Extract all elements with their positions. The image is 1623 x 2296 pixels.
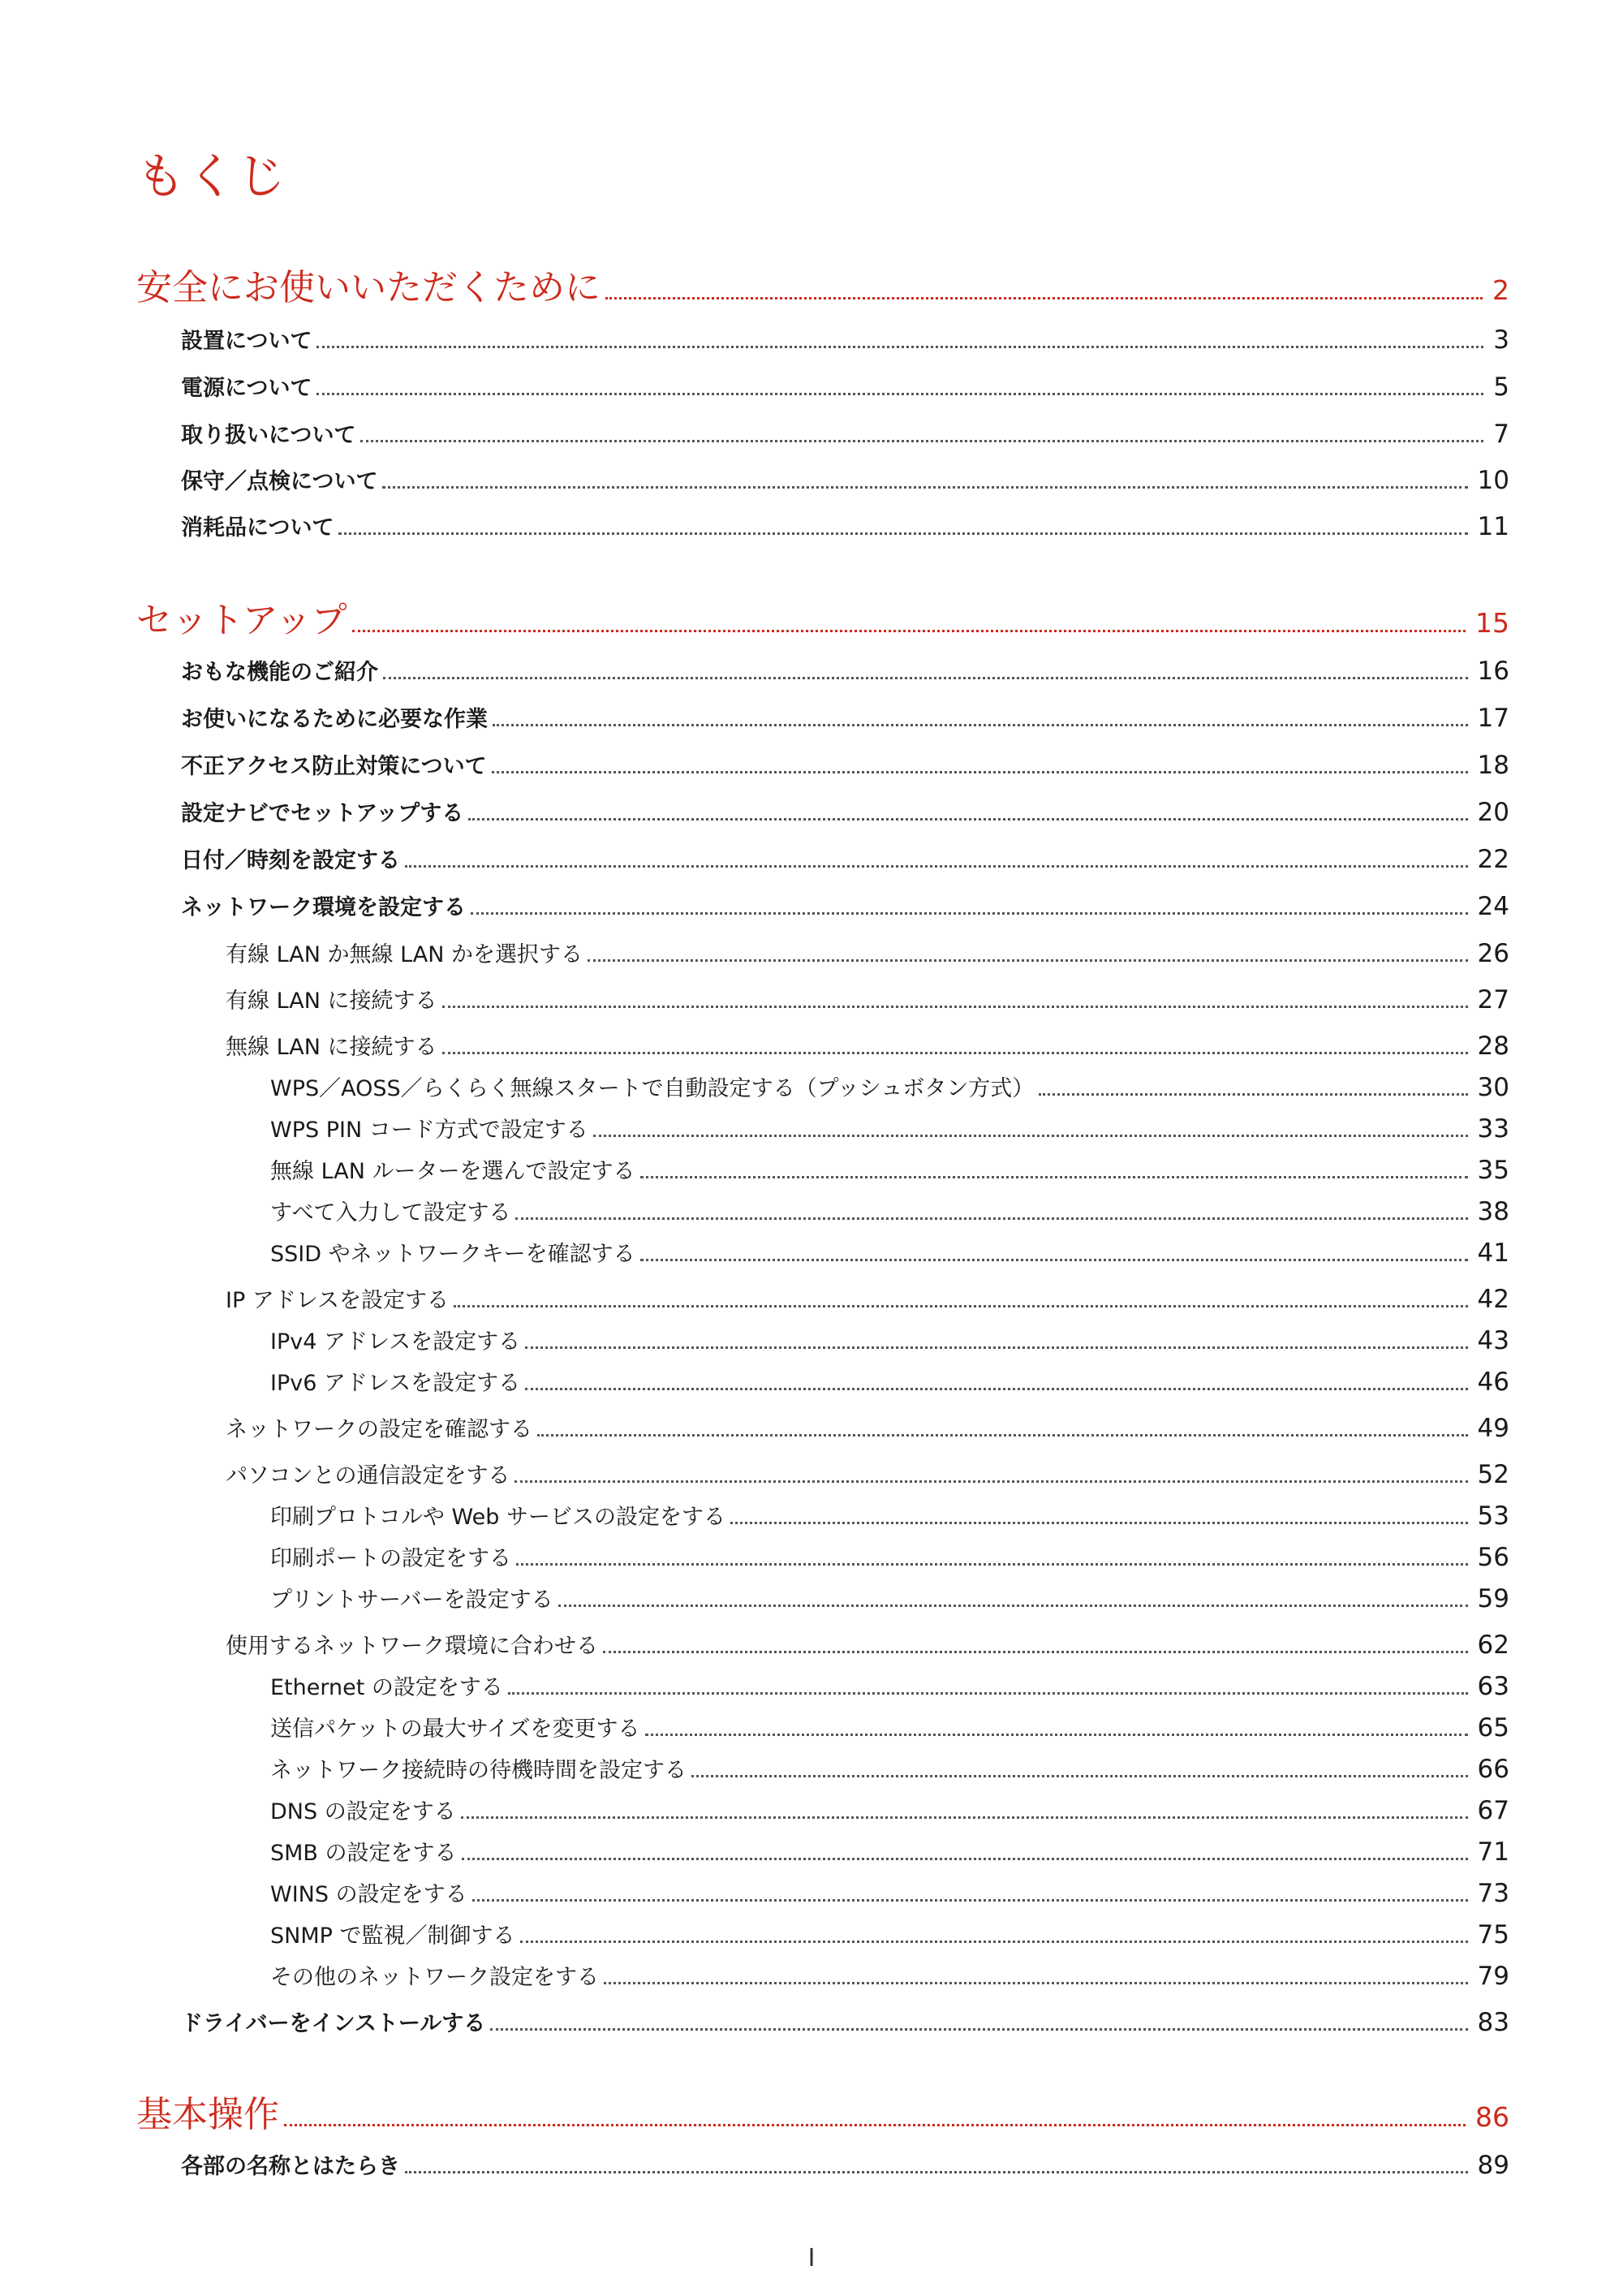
toc-entry-label: DNS の設定をする: [270, 1799, 456, 1824]
leader-dots: [537, 1434, 1468, 1437]
toc-entry-page: 49: [1477, 1414, 1509, 1443]
toc-entry[interactable]: [270, 1195, 1509, 1226]
leader-dots: [525, 1388, 1467, 1390]
toc-entry-page: 63: [1477, 1672, 1509, 1701]
toc-entry-label: ネットワーク接続時の待機時間を設定する: [270, 1758, 687, 1783]
toc-entry[interactable]: [270, 1365, 1509, 1397]
toc-entry-page: 17: [1477, 704, 1509, 733]
leader-dots: [593, 1135, 1468, 1137]
toc-entry-label: WINS の設定をする: [270, 1882, 467, 1907]
toc-entry[interactable]: [181, 654, 1509, 686]
toc-entry[interactable]: [181, 323, 1509, 355]
leader-dots: [515, 1217, 1467, 1220]
toc-entry[interactable]: [181, 510, 1509, 541]
leader-dots: [508, 1692, 1468, 1695]
leader-dots: [514, 1480, 1467, 1483]
leader-dots: [383, 677, 1468, 679]
toc-entry[interactable]: [181, 370, 1509, 402]
leader-dots: [603, 1651, 1468, 1653]
leader-dots: [730, 1522, 1468, 1524]
leader-dots: [516, 1563, 1468, 1566]
toc-entry-page: 27: [1477, 985, 1509, 1014]
toc-entry-label: セットアップ: [136, 600, 347, 641]
toc-entry[interactable]: [181, 890, 1509, 921]
toc-entry-label: 無線 LAN ルーターを選んで設定する: [270, 1159, 635, 1184]
toc-entry-page: 30: [1477, 1073, 1509, 1102]
toc-entry[interactable]: [226, 1282, 1509, 1314]
leader-dots: [525, 1346, 1467, 1349]
toc-entry-label: 安全にお使いいただくために: [136, 267, 601, 308]
toc-entry-label: 保守／点検について: [181, 469, 378, 494]
toc-entry-page: 35: [1477, 1156, 1509, 1185]
toc-entry[interactable]: [226, 1628, 1509, 1660]
toc-entry[interactable]: [270, 1711, 1509, 1742]
toc-entry-label: 送信パケットの最大サイズを変更する: [270, 1717, 640, 1742]
leader-dots: [405, 2171, 1468, 2173]
toc-entry[interactable]: [270, 1794, 1509, 1825]
toc-entry-page: 3: [1493, 325, 1509, 355]
toc-entry[interactable]: [270, 1499, 1509, 1531]
toc-entry-page: 59: [1477, 1584, 1509, 1613]
toc-entry[interactable]: [181, 463, 1509, 495]
leader-dots: [471, 912, 1468, 915]
leader-dots: [691, 1775, 1468, 1777]
toc-entry-page: 18: [1477, 751, 1509, 780]
leader-dots: [588, 959, 1468, 962]
toc-entry-label: ネットワークの設定を確認する: [226, 1417, 532, 1442]
toc-entry[interactable]: [226, 983, 1509, 1014]
toc-entry-label: 設置について: [181, 329, 312, 354]
leader-dots: [1039, 1093, 1467, 1096]
toc-entry-label: SSID やネットワークキーを確認する: [270, 1242, 635, 1267]
toc-entry-page: 22: [1477, 845, 1509, 874]
toc-entry-label: WPS／AOSS／らくらく無線スタートで自動設定する（プッシュボタン方式）: [270, 1076, 1035, 1101]
toc-entry-label: 使用するネットワーク環境に合わせる: [226, 1634, 598, 1659]
page-title: もくじ: [136, 149, 287, 205]
toc-entry[interactable]: [270, 1236, 1509, 1268]
leader-dots: [492, 771, 1468, 773]
leader-dots: [461, 1816, 1468, 1819]
toc-entry-label: 有線 LAN か無線 LAN かを選択する: [226, 942, 583, 967]
toc-entry-label: ネットワーク環境を設定する: [181, 895, 466, 920]
leader-dots: [284, 2124, 1466, 2126]
toc-chapter-entry[interactable]: [136, 2085, 1509, 2137]
toc-entry-label: SNMP で監視／制御する: [270, 1923, 515, 1949]
toc-entry[interactable]: [270, 1918, 1509, 1949]
toc-entry-page: 33: [1477, 1114, 1509, 1144]
leader-dots: [405, 865, 1468, 868]
toc-entry-label: 設定ナビでセットアップする: [181, 801, 464, 826]
toc-entry-page: 28: [1477, 1032, 1509, 1061]
toc-entry-label: Ethernet の設定をする: [270, 1675, 503, 1700]
toc-entry-page: 7: [1493, 420, 1509, 449]
toc-entry-page: 43: [1477, 1326, 1509, 1355]
page-number: I: [807, 2244, 816, 2272]
toc-entry-page: 15: [1475, 607, 1509, 639]
toc-entry-label: その他のネットワーク設定をする: [270, 1965, 599, 1990]
toc-entry-label: WPS PIN コード方式で設定する: [270, 1118, 588, 1143]
toc-entry-page: 46: [1477, 1368, 1509, 1397]
toc-entry[interactable]: [270, 1959, 1509, 1991]
toc-entry-label: 不正アクセス防止対策について: [181, 754, 487, 779]
toc-entry-label: 無線 LAN に接続する: [226, 1035, 437, 1060]
toc-entry-page: 24: [1477, 892, 1509, 921]
leader-dots: [558, 1605, 1468, 1607]
toc-entry[interactable]: [270, 1324, 1509, 1355]
toc-entry-page: 2: [1492, 274, 1509, 306]
leader-dots: [640, 1176, 1468, 1178]
toc-entry-label: 各部の名称とはたらき: [181, 2154, 400, 2179]
toc-entry-label: お使いになるために必要な作業: [181, 707, 488, 732]
toc-entry-label: SMB の設定をする: [270, 1841, 457, 1866]
leader-dots: [338, 532, 1467, 535]
toc-entry[interactable]: [270, 1070, 1509, 1102]
toc-entry-label: プリントサーバーを設定する: [270, 1587, 553, 1613]
toc-entry[interactable]: [270, 1835, 1509, 1867]
leader-dots: [490, 2028, 1467, 2031]
leader-dots: [604, 1982, 1468, 1984]
toc-entry[interactable]: [270, 1582, 1509, 1613]
toc-entry[interactable]: [181, 2005, 1509, 2037]
toc-entry[interactable]: [270, 1153, 1509, 1185]
toc-entry[interactable]: [181, 748, 1509, 780]
toc-entry-page: 75: [1477, 1920, 1509, 1949]
toc-entry[interactable]: [181, 701, 1509, 733]
toc-entry[interactable]: [226, 937, 1509, 968]
leader-dots: [360, 440, 1483, 442]
toc-entry-label: 取り扱いについて: [181, 423, 356, 448]
toc-entry-page: 73: [1477, 1879, 1509, 1908]
toc-entry-label: パソコンとの通信設定をする: [226, 1463, 510, 1488]
toc-entry[interactable]: [270, 1669, 1509, 1701]
toc-entry-label: 印刷プロトコルや Web サービスの設定をする: [270, 1505, 725, 1530]
toc-entry-page: 42: [1477, 1285, 1509, 1314]
toc-entry-page: 62: [1477, 1630, 1509, 1660]
toc-entry-label: 基本操作: [136, 2094, 279, 2135]
toc-entry[interactable]: [270, 1876, 1509, 1908]
toc-entry-page: 56: [1477, 1543, 1509, 1572]
leader-dots: [352, 630, 1466, 632]
toc-entry-page: 89: [1477, 2151, 1509, 2180]
toc-chapter-entry[interactable]: [136, 591, 1509, 643]
toc-entry-page: 10: [1477, 466, 1509, 495]
toc-entry-page: 26: [1477, 939, 1509, 968]
toc-entry-page: 86: [1475, 2101, 1509, 2133]
leader-dots: [468, 818, 1467, 821]
toc-entry-page: 67: [1477, 1796, 1509, 1825]
toc-entry-page: 20: [1477, 798, 1509, 827]
toc-entry[interactable]: [226, 1029, 1509, 1061]
toc-chapter-entry[interactable]: [136, 258, 1509, 310]
toc-entry[interactable]: [270, 1540, 1509, 1572]
toc-entry[interactable]: [181, 417, 1509, 449]
toc-entry-page: 16: [1477, 657, 1509, 686]
leader-dots: [442, 1006, 1468, 1008]
leader-dots: [472, 1899, 1468, 1902]
toc-entry-page: 71: [1477, 1837, 1509, 1867]
toc-entry-label: 有線 LAN に接続する: [226, 989, 437, 1014]
leader-dots: [316, 393, 1483, 395]
toc-entry[interactable]: [181, 2148, 1509, 2180]
leader-dots: [382, 486, 1467, 489]
toc-entry-label: IP アドレスを設定する: [226, 1288, 450, 1313]
leader-dots: [442, 1052, 1468, 1054]
toc-entry-label: IPv6 アドレスを設定する: [270, 1371, 521, 1396]
toc-entry-label: 消耗品について: [181, 515, 334, 541]
toc-entry-page: 11: [1477, 512, 1509, 541]
toc-entry-label: おもな機能のご紹介: [181, 660, 378, 685]
leader-dots: [493, 724, 1468, 726]
toc-entry[interactable]: [226, 1458, 1509, 1489]
toc-entry-page: 41: [1477, 1238, 1509, 1268]
toc-entry-page: 66: [1477, 1755, 1509, 1784]
leader-dots: [605, 297, 1483, 299]
toc-entry-page: 83: [1477, 2008, 1509, 2037]
leader-dots: [462, 1858, 1468, 1860]
toc-entry-page: 53: [1477, 1501, 1509, 1531]
toc-entry-label: 日付／時刻を設定する: [181, 848, 400, 873]
toc-entry[interactable]: [181, 842, 1509, 874]
leader-dots: [316, 346, 1483, 348]
toc-entry-label: すべて入力して設定する: [270, 1200, 511, 1226]
toc-entry[interactable]: [270, 1112, 1509, 1144]
leader-dots: [520, 1941, 1468, 1943]
toc-entry-page: 5: [1493, 373, 1509, 402]
toc-entry-label: ドライバーをインストールする: [181, 2011, 486, 2036]
toc-entry-page: 38: [1477, 1197, 1509, 1226]
toc-entry-page: 65: [1477, 1713, 1509, 1742]
leader-dots: [454, 1305, 1468, 1307]
toc-entry-label: IPv4 アドレスを設定する: [270, 1329, 521, 1355]
toc-entry[interactable]: [226, 1411, 1509, 1443]
toc-entry[interactable]: [181, 795, 1509, 827]
toc-entry-page: 79: [1477, 1962, 1509, 1991]
leader-dots: [645, 1734, 1468, 1736]
leader-dots: [640, 1259, 1468, 1261]
toc-entry-label: 電源について: [181, 376, 312, 401]
toc-entry[interactable]: [270, 1752, 1509, 1784]
toc-entry-page: 52: [1477, 1460, 1509, 1489]
toc-entry-label: 印刷ポートの設定をする: [270, 1546, 511, 1571]
